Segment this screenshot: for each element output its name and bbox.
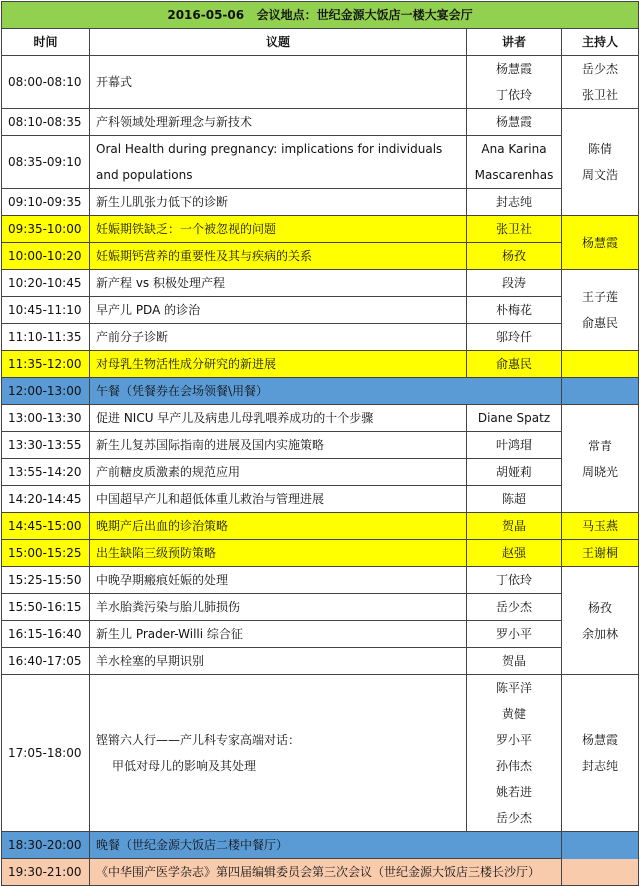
host-cell [562,378,639,405]
topic-line: 妊娠期钙营养的重要性及其与疾病的关系 [96,249,313,263]
time-cell: 14:20-14:45 [2,486,90,513]
speaker-name: Ana Karina [481,142,547,156]
topic-cell [90,594,467,621]
time-cell: 10:00-10:20 [2,243,90,270]
date-venue-row [2,2,639,29]
time-cell: 11:10-11:35 [2,324,90,351]
speaker-cell [467,243,562,270]
schedule-row [2,216,639,243]
speaker-cell [467,486,562,513]
speaker-cell [467,594,562,621]
speaker-name: 段涛 [501,276,526,290]
time-cell: 11:35-12:00 [2,351,90,378]
topic-line: 对母乳生物活性成分研究的新进展 [96,357,277,371]
speaker-name: 杨慧霞 [495,115,532,129]
host-name: 张卫社 [582,88,619,102]
speaker-cell [467,297,562,324]
topic-line: 新产程 vs 积极处理产程 [96,276,225,290]
meeting-date: 2016-05-06 [167,8,245,22]
time-cell: 19:30-21:00 [2,859,90,886]
topic-cell [90,859,639,886]
schedule-row [2,136,639,189]
schedule-table [1,1,639,886]
host-name: 岳少杰 [582,62,619,76]
topic-line: 早产儿 PDA 的诊治 [96,303,201,317]
schedule-row [2,648,639,675]
schedule-row [2,832,639,859]
time-cell: 16:15-16:40 [2,621,90,648]
topic-line: 晚期产后出血的诊治策略 [96,519,229,533]
speaker-cell [467,513,562,540]
speaker-cell [467,189,562,216]
speaker-name: 朴梅花 [495,303,532,317]
schedule-row [2,513,639,540]
topic-line: 羊水胎粪污染与胎儿肺损伤 [96,600,241,614]
topic-cell [90,270,467,297]
schedule-row [2,56,639,109]
speaker-cell [467,459,562,486]
schedule-row [2,432,639,459]
speaker-cell [467,540,562,567]
schedule-row [2,486,639,513]
topic-line: 新生儿 Prader-Willi 综合征 [96,627,243,641]
meeting-venue: 会议地点：世纪金源大饭店一楼大宴会厅 [256,8,473,22]
host-name: 杨慧霞 [582,235,619,250]
schedule-row [2,859,639,886]
speaker-cell [467,56,562,109]
speaker-name: 张卫社 [495,222,532,236]
time-cell: 15:25-15:50 [2,567,90,594]
time-cell: 10:45-11:10 [2,297,90,324]
schedule-row [2,621,639,648]
host-name: 王子莲 [582,290,619,304]
topic-line: 甲低对母儿的影响及其处理 [112,759,257,773]
speaker-name: 俞惠民 [495,357,532,371]
schedule-row [2,109,639,136]
time-cell: 13:55-14:20 [2,459,90,486]
schedule-row [2,324,639,351]
schedule-row [2,243,639,270]
schedule-row [2,405,639,432]
topic-cell [90,243,467,270]
col-header-time: 时间 [2,29,90,56]
topic-cell [90,459,467,486]
speaker-name: 封志纯 [495,195,532,209]
date-venue-cell [2,2,639,29]
speaker-name: Mascarenhas [474,168,554,182]
schedule-row [2,378,639,405]
speaker-cell [467,270,562,297]
speaker-name: 丁依玲 [495,88,532,102]
speaker-cell [467,648,562,675]
host-name: 陈倩 [588,142,613,156]
host-name: 余加林 [582,626,619,641]
time-cell: 13:30-13:55 [2,432,90,459]
speaker-name: 岳少杰 [495,811,532,825]
host-name: 王谢桐 [582,546,619,560]
speaker-cell [467,351,562,378]
host-name: 周晓光 [582,464,619,479]
time-cell: 15:00-15:25 [2,540,90,567]
topic-cell [90,351,467,378]
schedule-row [2,270,639,297]
host-cell [562,351,639,378]
topic-cell [90,675,467,832]
time-cell: 17:05-18:00 [2,675,90,832]
host-name: 杨孜 [588,600,613,615]
topic-line: 促进 NICU 早产儿及病患儿母乳喂养成功的十个步骤 [96,411,374,425]
speaker-name: 杨孜 [501,249,526,263]
topic-cell [90,56,467,109]
host-name: 封志纯 [582,759,619,773]
speaker-name: 罗小平 [495,627,532,641]
speaker-cell [467,324,562,351]
time-cell: 18:30-20:00 [2,832,90,859]
topic-line: 铿锵六人行——产儿科专家高端对话： [96,733,301,747]
schedule-row [2,459,639,486]
time-cell: 08:00-08:10 [2,56,90,109]
topic-cell [90,567,467,594]
topic-line: 中晚孕期瘢痕妊娠的处理 [96,573,229,587]
topic-cell [90,405,467,432]
speaker-cell [467,675,562,832]
schedule-row [2,297,639,324]
topic-cell [90,136,467,189]
speaker-name: 叶鸿瑁 [495,438,532,452]
topic-line: 午餐（凭餐券在会场领餐\用餐） [96,384,269,398]
topic-line: and populations [96,168,193,182]
topic-line: 产前分子诊断 [96,330,169,344]
topic-line: 羊水栓塞的早期识别 [96,654,205,668]
topic-cell [90,189,467,216]
host-cell [562,540,639,567]
time-cell: 10:20-10:45 [2,270,90,297]
speaker-name: 陈平洋 [495,681,532,695]
schedule-row [2,594,639,621]
topic-line: 《中华围产医学杂志》第四届编辑委员会第三次会议（世纪金源大饭店三楼长沙厅） [96,865,541,879]
time-cell: 15:50-16:15 [2,594,90,621]
column-header-row [2,29,639,56]
speaker-name: 杨慧霞 [495,62,532,76]
speaker-name: 黄健 [501,707,526,721]
speaker-name: 胡娅莉 [495,465,532,479]
col-header-host: 主持人 [562,29,639,56]
host-cell [562,109,639,216]
time-cell: 14:45-15:00 [2,513,90,540]
time-cell: 09:10-09:35 [2,189,90,216]
col-header-speaker: 讲者 [467,29,562,56]
speaker-cell [467,109,562,136]
topic-cell [90,832,562,859]
schedule-row [2,351,639,378]
schedule-row [2,189,639,216]
time-cell: 08:10-08:35 [2,109,90,136]
speaker-name: 孙伟杰 [495,759,532,773]
speaker-name: 姚若进 [495,785,532,799]
speaker-name: Diane Spatz [477,411,551,425]
time-cell: 13:00-13:30 [2,405,90,432]
speaker-name: 贺晶 [501,519,526,533]
host-cell [562,56,639,109]
host-cell [562,675,639,832]
host-name: 常青 [588,438,613,453]
host-name: 周文浩 [582,168,619,182]
topic-line: 产科领域处理新理念与新技术 [96,115,253,129]
time-cell: 08:35-09:10 [2,136,90,189]
speaker-cell [467,136,562,189]
speaker-cell [467,567,562,594]
time-cell: 09:35-10:00 [2,216,90,243]
topic-cell [90,432,467,459]
topic-cell [90,109,467,136]
speaker-name: 邬玲仟 [495,330,532,344]
speaker-cell [467,405,562,432]
schedule-row [2,567,639,594]
topic-line: 出生缺陷三级预防策略 [96,546,217,560]
speaker-name: 陈超 [501,492,526,506]
host-name: 杨慧霞 [582,733,619,747]
speaker-cell [467,216,562,243]
host-cell [562,270,639,351]
host-cell [562,216,639,270]
topic-line: 中国超早产儿和超低体重儿救治与管理进展 [96,492,325,506]
schedule-row [2,675,639,832]
speaker-name: 赵强 [501,546,526,560]
host-name: 俞惠民 [582,316,619,330]
topic-cell [90,648,467,675]
speaker-cell [467,432,562,459]
topic-line: 晚餐（世纪金源大饭店二楼中餐厅） [96,838,289,852]
topic-line: 妊娠期铁缺乏：一个被忽视的问题 [96,222,277,236]
host-cell [562,405,639,513]
host-name: 马玉燕 [582,519,619,533]
topic-line: Oral Health during pregnancy: implications for individuals [96,142,443,156]
topic-cell [90,378,562,405]
speaker-name: 罗小平 [495,733,532,747]
speaker-name: 贺晶 [501,654,526,668]
topic-cell [90,513,467,540]
speaker-name: 丁依玲 [495,573,532,587]
speaker-name: 岳少杰 [495,600,532,614]
topic-line: 产前糖皮质激素的规范应用 [96,465,241,479]
topic-line: 开幕式 [96,75,133,89]
topic-cell [90,216,467,243]
topic-cell [90,324,467,351]
topic-cell [90,486,467,513]
host-cell [562,513,639,540]
time-cell: 16:40-17:05 [2,648,90,675]
topic-cell [90,621,467,648]
col-header-topic: 议题 [90,29,467,56]
host-cell [562,567,639,675]
speaker-cell [467,621,562,648]
topic-line: 新生儿肌张力低下的诊断 [96,195,229,209]
schedule-row [2,540,639,567]
time-cell: 12:00-13:00 [2,378,90,405]
topic-cell [90,540,467,567]
topic-cell [90,297,467,324]
topic-line: 新生儿复苏国际指南的进展及国内实施策略 [96,438,325,452]
